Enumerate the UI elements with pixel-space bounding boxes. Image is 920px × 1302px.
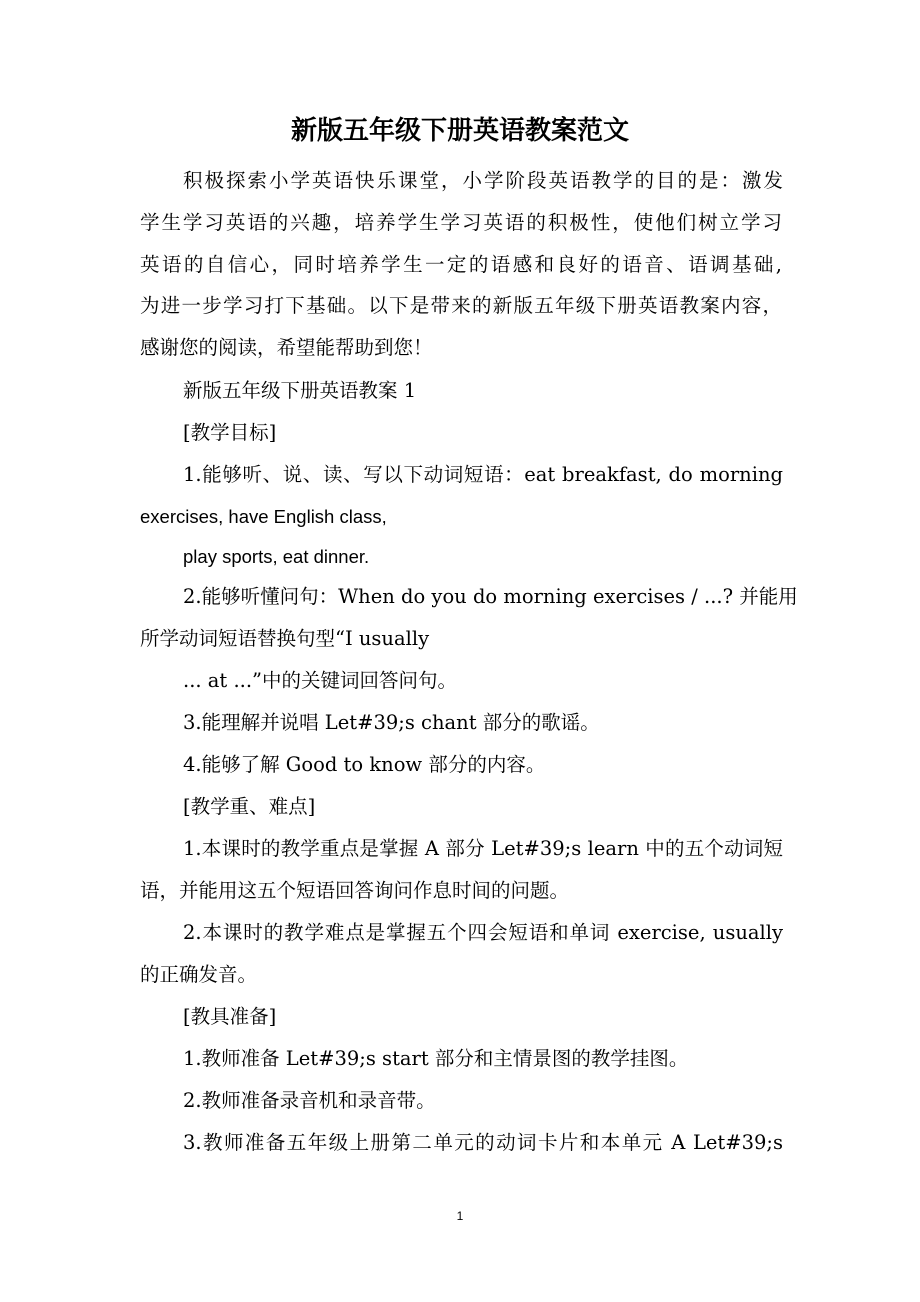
paragraph-line: 为进一步学习打下基础。以下是带来的新版五年级下册英语教案内容， (140, 294, 782, 317)
paragraph-line: 感谢您的阅读，希望能帮助到您！ (140, 336, 433, 359)
paragraph-line: 1.能够听、说、读、写以下动词短语：eat breakfast, do morning (183, 463, 783, 486)
paragraph-line: 1.本课时的教学重点是掌握 A 部分 Let#39;s learn 中的五个动词短 (183, 837, 783, 860)
paragraph-line: 所学动词短语替换句型“I usually (140, 627, 430, 650)
paragraph-line: 语，并能用这五个短语回答询问作息时间的问题。 (140, 879, 570, 902)
paragraph-line: 3.能理解并说唱 Let#39;s chant 部分的歌谣。 (183, 711, 600, 734)
paragraph-line: ... at ...”中的关键词回答问句。 (183, 669, 458, 692)
paragraph-line: 2.教师准备录音机和录音带。 (183, 1089, 436, 1112)
paragraph-line: 4.能够了解 Good to know 部分的内容。 (183, 753, 546, 776)
section-heading: 新版五年级下册英语教案 1 (183, 379, 417, 402)
paragraph-line: exercises, have English class, (140, 506, 387, 527)
page-number: 1 (456, 1209, 464, 1223)
paragraph-line: 2.本课时的教学难点是掌握五个四会短语和单词 exercise, usually (183, 921, 783, 944)
document-title: 新版五年级下册英语教案范文 (290, 116, 629, 146)
subsection-heading: [教具准备] (183, 1005, 277, 1028)
paragraph-line: play sports, eat dinner. (183, 546, 370, 567)
paragraph-line: 学生学习英语的兴趣，培养学生学习英语的积极性，使他们树立学习 (140, 211, 782, 234)
subsection-heading: [教学重、难点] (183, 795, 316, 818)
paragraph-line: 3.教师准备五年级上册第二单元的动词卡片和本单元 A Let#39;s (183, 1131, 783, 1154)
paragraph-line: 英语的自信心，同时培养学生一定的语感和良好的语音、语调基础, (140, 253, 782, 276)
paragraph-line: 2.能够听懂问句：When do you do morning exercises / ...? 并能用 (183, 585, 798, 608)
paragraph-line: 1.教师准备 Let#39;s start 部分和主情景图的教学挂图。 (183, 1047, 689, 1070)
subsection-heading: [教学目标] (183, 421, 277, 444)
paragraph-line: 积极探索小学英语快乐课堂，小学阶段英语教学的目的是：激发 (183, 169, 783, 192)
paragraph-line: 的正确发音。 (140, 963, 258, 986)
